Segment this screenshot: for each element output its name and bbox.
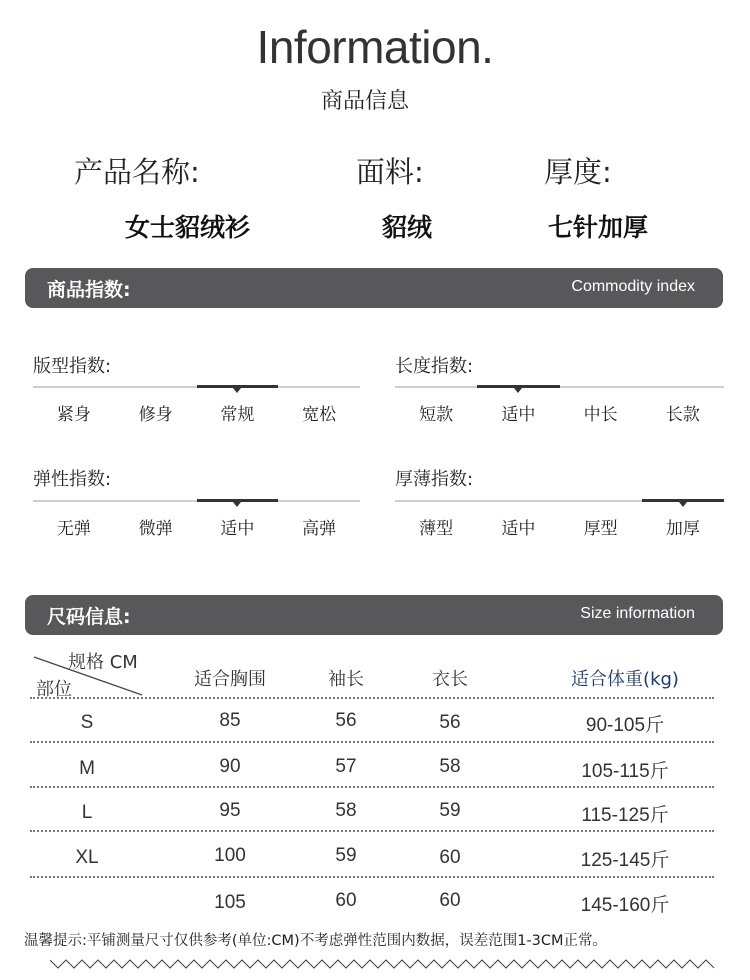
fit-option: 宽松 — [302, 405, 337, 425]
header-chest: 适合胸围 — [194, 669, 266, 690]
chest-cell: 105 — [214, 892, 246, 913]
length-cell: 60 — [439, 847, 461, 868]
length-option: 适中 — [501, 405, 536, 425]
length-cell: 58 — [439, 756, 461, 777]
thickness-option: 厚型 — [583, 519, 618, 539]
length-index-pointer — [514, 388, 522, 393]
size-information-band — [25, 595, 723, 635]
elastic-option: 适中 — [220, 519, 255, 539]
size-information-title: 尺码信息: — [47, 606, 131, 628]
row-divider — [30, 830, 714, 832]
corner-part-label: 部位 — [36, 679, 72, 700]
header-weight: 适合体重(kg) — [571, 669, 679, 690]
row-divider — [30, 741, 714, 743]
weight-cell: 105-115斤 — [581, 761, 669, 782]
fit-option: 常规 — [220, 405, 255, 425]
chest-cell: 100 — [214, 845, 246, 866]
length-cell: 60 — [439, 890, 461, 911]
weight-cell: 145-160斤 — [580, 895, 670, 916]
fabric-label: 面料: — [356, 155, 424, 189]
row-divider — [30, 876, 714, 878]
elastic-index-scale — [33, 500, 360, 546]
elastic-index-title: 弹性指数: — [33, 469, 112, 490]
elastic-index-pointer — [233, 502, 241, 507]
length-index-title: 长度指数: — [395, 356, 474, 377]
fit-index-scale — [33, 386, 360, 432]
fit-option: 修身 — [138, 405, 173, 425]
size-cell: M — [79, 758, 95, 779]
thickness-index-pointer — [679, 502, 687, 507]
corner-spec-label: 规格 CM — [68, 652, 138, 673]
length-cell: 59 — [439, 800, 461, 821]
fit-option: 紧身 — [56, 405, 91, 425]
fit-index-pointer — [233, 388, 241, 393]
thickness-value: 七针加厚 — [548, 213, 649, 242]
sleeve-cell: 57 — [335, 756, 357, 777]
length-option: 中长 — [583, 405, 618, 425]
fabric-value: 貂绒 — [382, 213, 433, 242]
chest-cell: 90 — [219, 756, 241, 777]
product-name-value: 女士貂绒衫 — [125, 213, 251, 242]
elastic-option: 无弹 — [56, 519, 91, 539]
elastic-option: 微弹 — [138, 519, 173, 539]
sleeve-cell: 60 — [335, 890, 357, 911]
weight-cell: 115-125斤 — [581, 805, 669, 826]
size-cell: S — [80, 712, 94, 733]
commodity-index-subtitle: Commodity index — [571, 278, 695, 295]
measurement-note: 温馨提示:平铺测量尺寸仅供参考(单位:CM)不考虑弹性范围内数据，误差范围1-3CM正常。 — [24, 933, 608, 949]
elastic-option: 高弹 — [302, 519, 337, 539]
sleeve-cell: 58 — [335, 800, 357, 821]
thickness-index-title: 厚薄指数: — [395, 469, 474, 490]
chest-cell: 95 — [219, 800, 241, 821]
row-divider — [30, 697, 714, 699]
size-information-subtitle: Size information — [580, 605, 695, 622]
header-length: 衣长 — [432, 669, 468, 690]
length-option: 短款 — [419, 405, 454, 425]
zigzag-divider — [50, 957, 720, 971]
commodity-index-band — [25, 268, 723, 308]
thickness-label: 厚度: — [544, 155, 612, 189]
sleeve-cell: 59 — [335, 845, 357, 866]
size-cell: XL — [75, 847, 99, 868]
length-cell: 56 — [439, 712, 461, 733]
thickness-option: 适中 — [501, 519, 536, 539]
product-name-label: 产品名称: — [74, 155, 200, 189]
weight-cell: 90-105斤 — [585, 715, 665, 736]
thickness-option: 加厚 — [665, 519, 700, 539]
weight-cell: 125-145斤 — [580, 850, 670, 871]
chest-cell: 85 — [219, 710, 241, 731]
sleeve-cell: 56 — [335, 710, 357, 731]
commodity-index-title: 商品指数: — [47, 279, 131, 301]
row-divider — [30, 786, 714, 788]
fit-index-title: 版型指数: — [33, 356, 112, 377]
title-english: Information. — [256, 21, 494, 73]
size-cell: L — [81, 802, 93, 823]
thickness-index-scale — [395, 500, 724, 546]
thickness-option: 薄型 — [419, 519, 454, 539]
length-index-scale — [395, 386, 724, 432]
length-option: 长款 — [665, 405, 700, 425]
title-chinese: 商品信息 — [320, 89, 409, 114]
header-sleeve: 袖长 — [328, 669, 364, 690]
